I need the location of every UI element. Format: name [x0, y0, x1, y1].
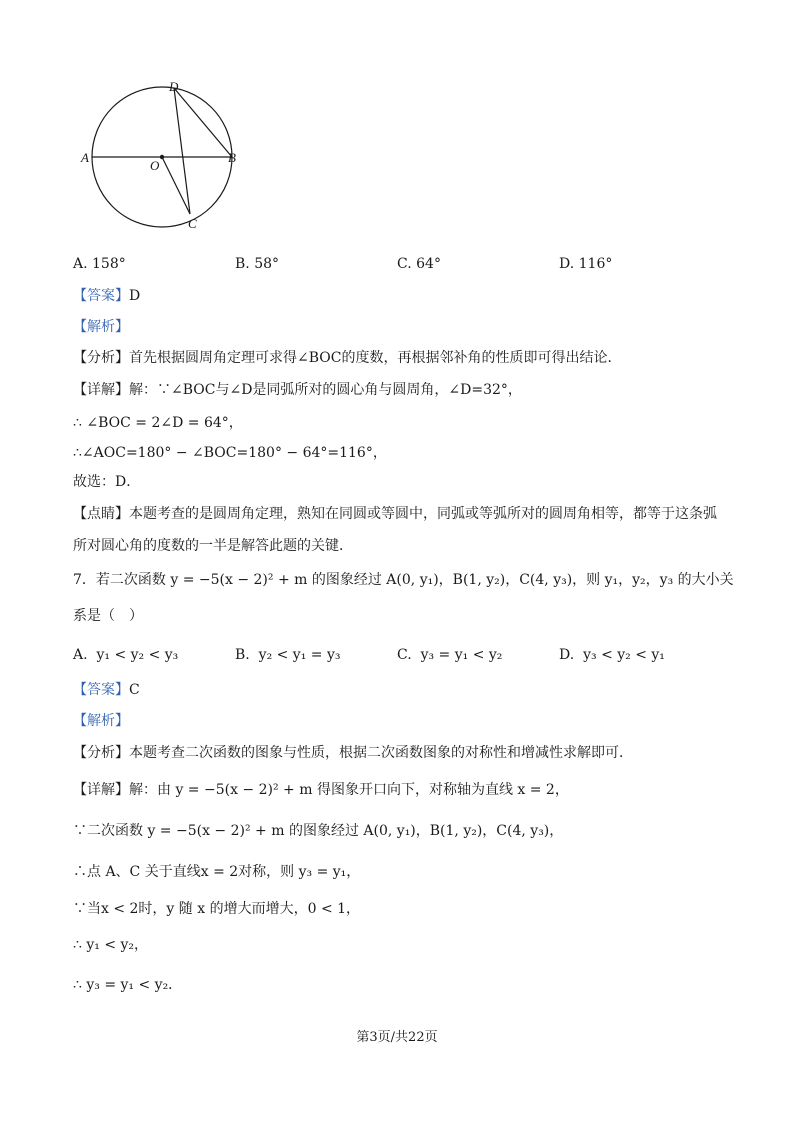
dianjing-text: 所对圆心角的度数的一半是解答此题的关键．	[73, 538, 353, 554]
dianjing-text: 本题考查的是圆周角定理，熟知在同圆或等圆中，同弧或等弧所对的圆周角相等，都等于这条弧	[129, 506, 717, 522]
step-text: 解：由 y = −5(x − 2)² + m 得图象开口向下，对称轴为直线 x = 2，	[129, 782, 569, 798]
answer-tag: 【答案】	[73, 682, 129, 698]
option-letter: D.	[559, 256, 575, 272]
q6-step-1	[73, 380, 522, 400]
dianjing-tag: 【点睛】	[73, 506, 129, 522]
option-letter: D.	[559, 647, 575, 663]
question-stem: 系是（ ）	[73, 608, 143, 624]
q7-step-4	[73, 899, 360, 919]
q7-option-c	[397, 645, 502, 665]
q7-step-6	[73, 975, 182, 995]
fenxi-tag: 【分析】	[73, 350, 129, 366]
option-text: y₁ < y₂ < y₃	[96, 647, 179, 663]
q6-dianjing-line-2	[73, 536, 353, 556]
option-letter: C.	[397, 647, 412, 663]
q7-jiexi-line	[73, 711, 129, 731]
q6-step-3	[73, 443, 387, 463]
q7-step-1	[73, 780, 569, 800]
q7-fenxi-line	[73, 743, 633, 763]
fenxi-tag: 【分析】	[73, 745, 129, 761]
jiexi-tag: 【解析】	[73, 319, 129, 335]
option-text: 158°	[92, 256, 126, 272]
q6-jiexi-line	[73, 317, 129, 337]
step-text: ∴ y₃ = y₁ < y₂．	[73, 977, 183, 993]
step-text: ∵二次函数 y = −5(x − 2)² + m 的图象经过 A(0, y₁)，B(1, y₂)，C(4, y₃)，	[73, 823, 564, 839]
q7-option-b	[235, 645, 340, 665]
center-point	[160, 155, 164, 159]
q7-step-3	[73, 862, 360, 882]
xiangjie-tag: 【详解】	[73, 782, 129, 798]
option-text: 64°	[416, 256, 441, 272]
step-text: 解：∵∠BOC与∠D是同弧所对的圆心角与圆周角，∠D=32°，	[129, 382, 522, 398]
step-text: 故选：D．	[73, 474, 141, 490]
point-label-d: D	[169, 79, 179, 94]
option-letter: B.	[235, 256, 250, 272]
option-text: y₂ < y₁ = y₃	[258, 647, 341, 663]
fenxi-text: 本题考查二次函数的图象与性质，根据二次函数图象的对称性和增减性求解即可．	[129, 745, 633, 761]
q6-option-a	[73, 254, 126, 274]
question-stem: 7．若二次函数 y = −5(x − 2)² + m 的图象经过 A(0, y₁)，B(1, y₂)，C(4, y₃)，则 y₁，y₂，y₃ 的大小关	[73, 572, 734, 588]
q7-option-d	[559, 645, 665, 665]
q7-step-2	[73, 821, 563, 841]
q7-stem-line-1	[73, 570, 734, 590]
option-text: 58°	[254, 256, 280, 272]
q6-fenxi-line	[73, 348, 621, 368]
point-label-o: O	[150, 158, 160, 173]
q6-step-4	[73, 472, 140, 492]
page-footer: 第3页/共22页	[356, 1030, 438, 1045]
fenxi-text: 首先根据圆周角定理可求得∠BOC的度数，再根据邻补角的性质即可得出结论．	[129, 350, 622, 366]
q6-option-d	[559, 254, 612, 274]
option-text: 116°	[578, 256, 613, 272]
q7-option-a	[73, 645, 178, 665]
option-letter: A.	[73, 256, 88, 272]
xiangjie-tag: 【详解】	[73, 382, 129, 398]
q7-answer-line	[73, 680, 140, 700]
point-label-c: C	[188, 216, 197, 231]
q7-stem-line-2	[73, 606, 143, 626]
circle-geometry-figure	[78, 74, 268, 234]
option-letter: C.	[397, 256, 412, 272]
jiexi-tag: 【解析】	[73, 713, 129, 729]
q6-dianjing-line-1	[73, 504, 717, 524]
step-text: ∴ ∠BOC = 2∠D = 64°，	[73, 415, 243, 431]
step-text: ∵当x < 2时，y 随 x 的增大而增大，0 < 1，	[73, 901, 361, 917]
point-label-a: A	[81, 150, 89, 165]
option-text: y₃ = y₁ < y₂	[420, 647, 503, 663]
q7-step-5	[73, 935, 148, 955]
q6-option-c	[397, 254, 441, 274]
step-text: ∴点 A、C 关于直线x = 2对称，则 y₃ = y₁，	[73, 864, 361, 880]
option-text: y₃ < y₂ < y₁	[583, 647, 665, 663]
answer-tag: 【答案】	[73, 288, 129, 304]
answer-value: D	[129, 288, 141, 304]
option-letter: B.	[235, 647, 250, 663]
option-letter: A.	[73, 647, 88, 663]
q6-step-2	[73, 413, 243, 433]
step-text: ∴ y₁ < y₂，	[73, 937, 149, 953]
q6-option-b	[235, 254, 279, 274]
point-label-b: B	[228, 150, 236, 165]
chord-dc	[174, 88, 190, 214]
step-text: ∴∠AOC=180° − ∠BOC=180° − 64°=116°，	[73, 445, 387, 461]
answer-value: C	[129, 682, 140, 698]
q6-answer-line	[73, 286, 140, 306]
